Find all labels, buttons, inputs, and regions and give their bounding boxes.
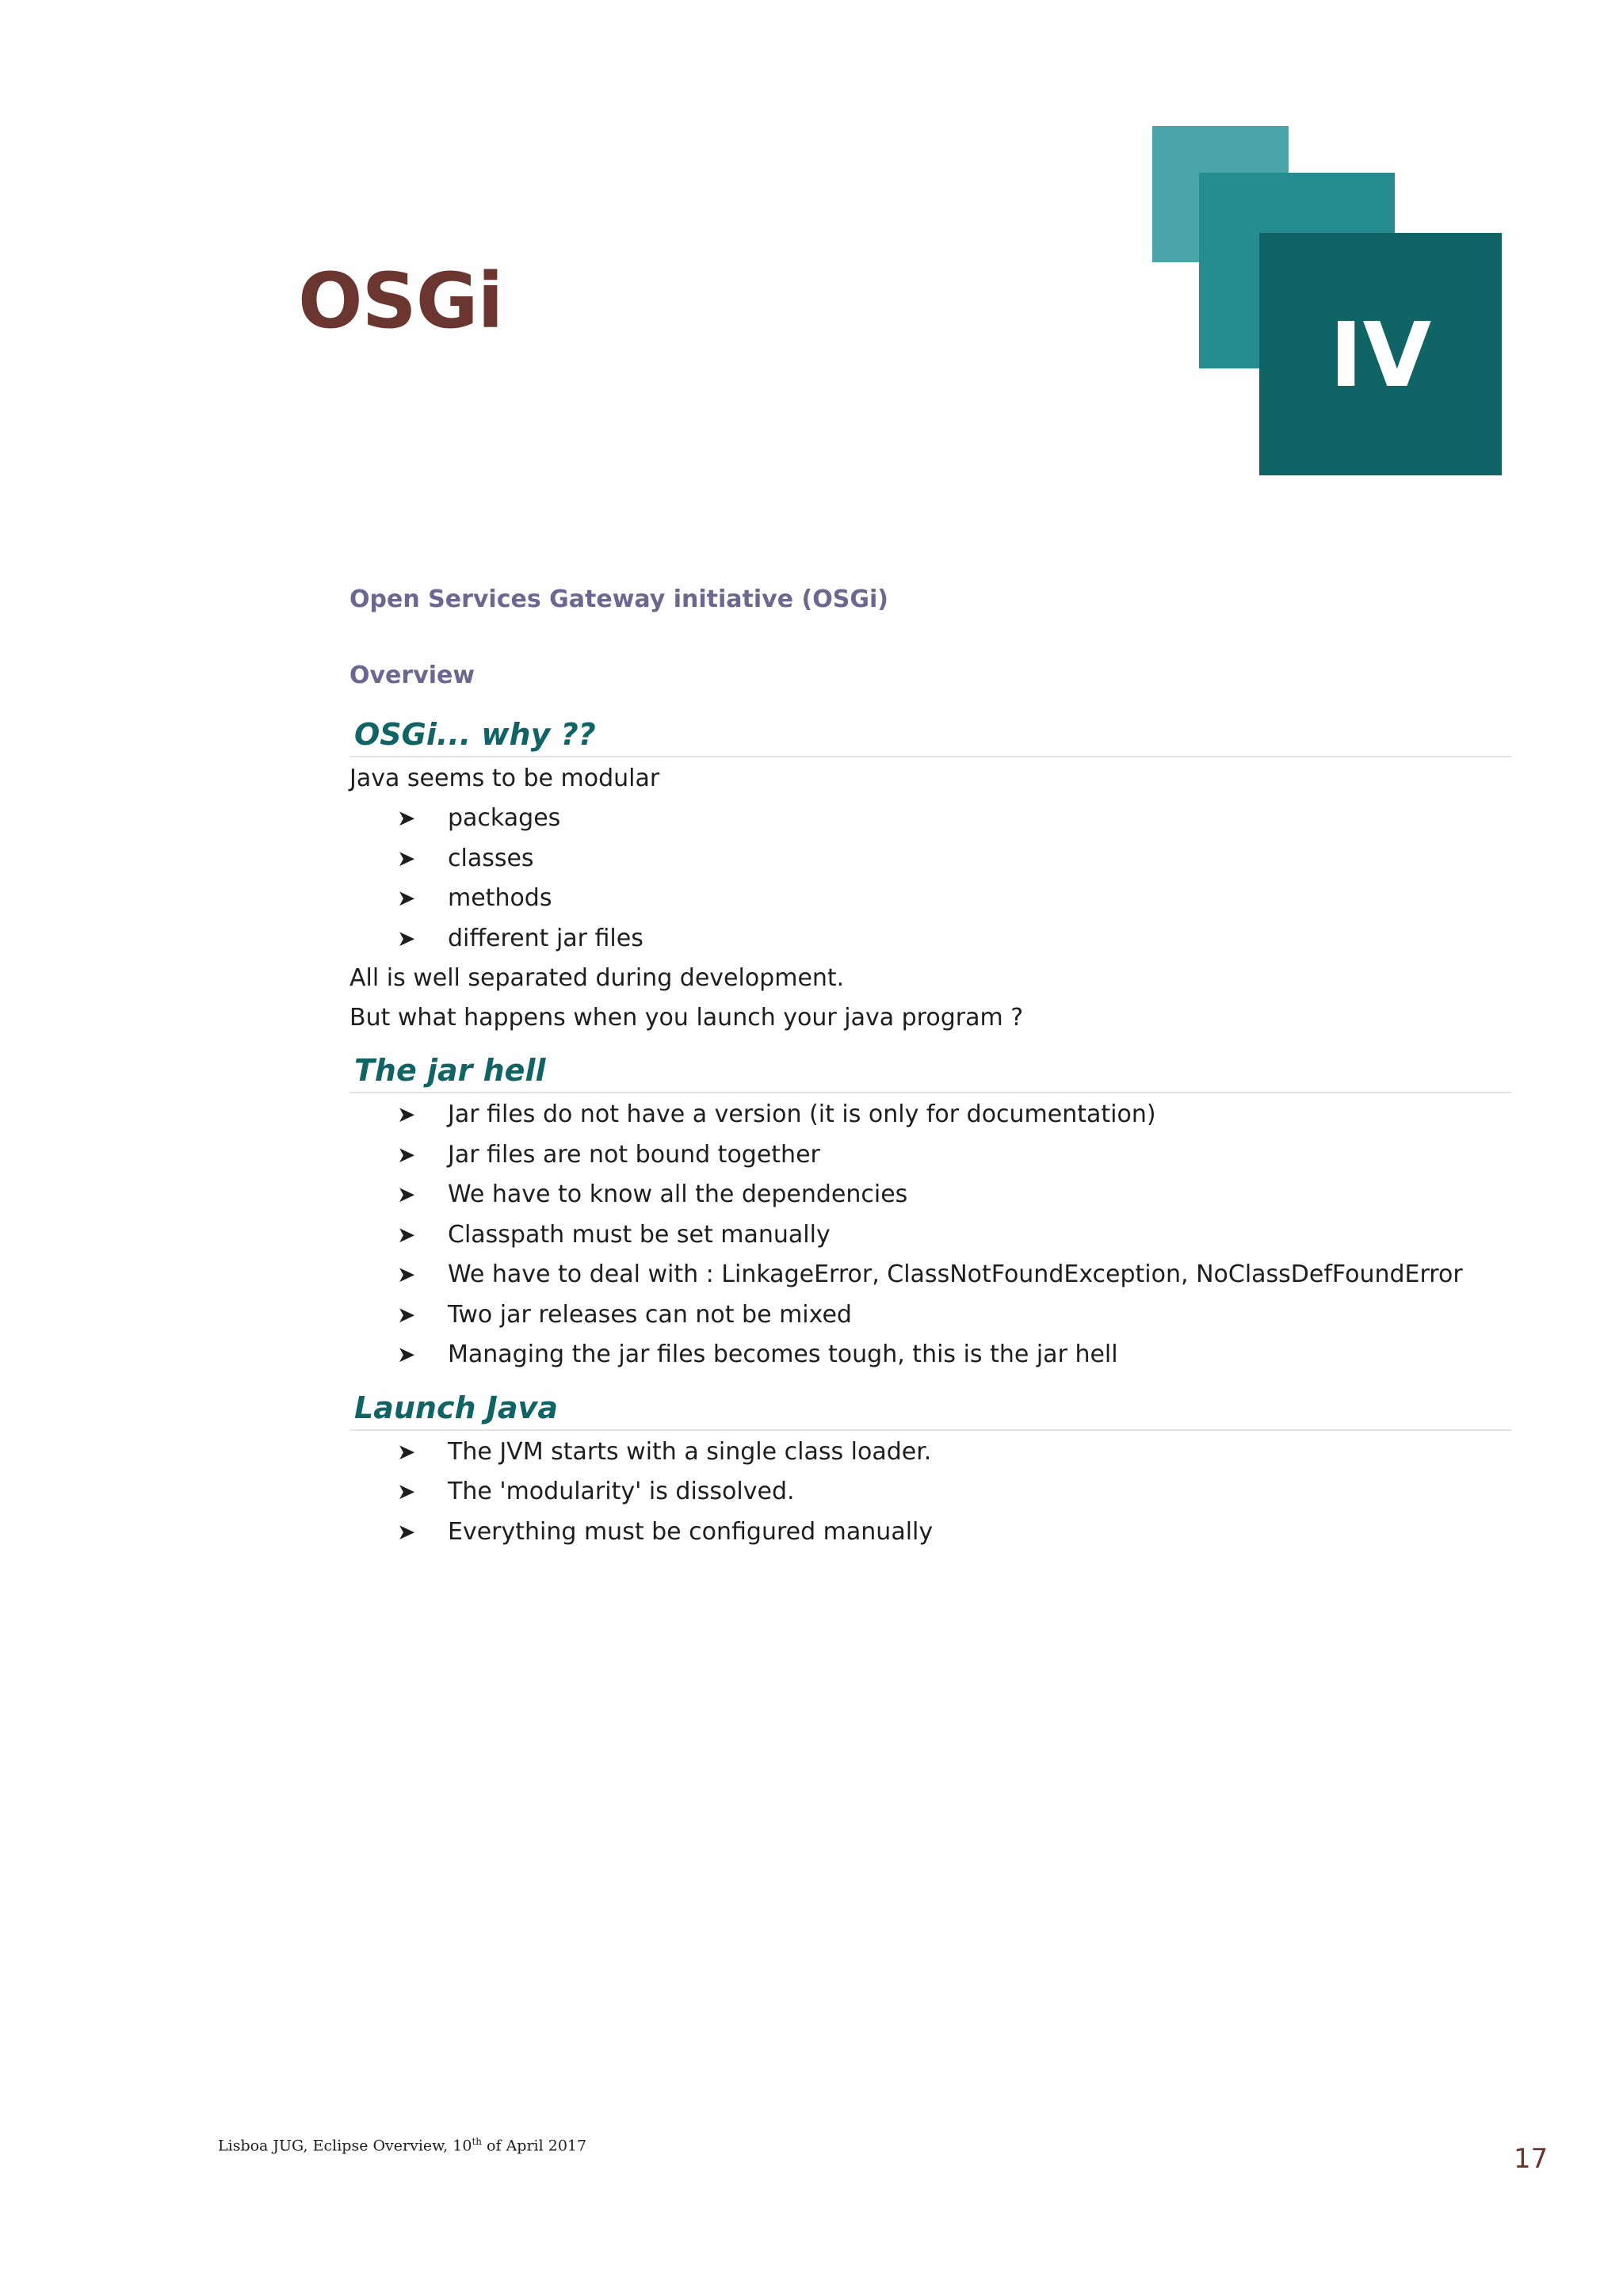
arrowhead-bullet-icon: ➤ [397,1438,416,1465]
arrowhead-bullet-icon: ➤ [397,1141,416,1168]
arrowhead-bullet-icon: ➤ [397,1301,416,1328]
arrowhead-bullet-icon: ➤ [397,925,416,952]
section-divider [349,1429,1511,1431]
list-item [397,1215,1511,1256]
list-item-text: We have to deal with : LinkageError, ClassNotFoundException, NoClassDefFoundError [448,1261,1463,1288]
list-item [397,1512,1511,1553]
footer-text [218,2136,586,2154]
list-item-text: We have to know all the dependencies [448,1180,908,1208]
list-item [397,1175,1511,1215]
arrowhead-bullet-icon: ➤ [397,1181,416,1207]
chapter-title: OSGi [298,257,503,345]
list-item [397,1295,1511,1336]
footer-prefix: Lisboa JUG, Eclipse Overview, 10 [218,2137,472,2155]
arrowhead-bullet-icon: ➤ [397,1478,416,1505]
main-content [349,713,1511,1552]
section-label: Overview [349,662,475,689]
arrowhead-bullet-icon: ➤ [397,1518,416,1545]
footer-suffix: of April 2017 [482,2137,587,2155]
bullet-list-jar-hell [349,1095,1511,1375]
list-item [397,1335,1511,1375]
list-item-text: Managing the jar files becomes tough, this is the jar hell [448,1341,1118,1368]
section-heading-launch-java: Launch Java [354,1390,558,1425]
arrowhead-bullet-icon: ➤ [397,1261,416,1287]
spacer [349,1038,1511,1049]
paragraph: But what happens when you launch your java program ? [349,1004,1024,1032]
arrowhead-bullet-icon: ➤ [397,1341,416,1367]
arrowhead-bullet-icon: ➤ [397,1101,416,1127]
list-item-text: classes [448,844,534,872]
bullet-list-launch-java [349,1432,1511,1553]
section-divider [349,756,1511,757]
list-item-text: packages [448,804,561,832]
list-item-text: Jar files are not bound together [448,1140,820,1169]
list-item [397,839,1511,879]
section-heading-why: OSGi... why ?? [354,717,596,752]
list-item [397,1432,1511,1473]
document-title: Open Services Gateway initiative (OSGi) [349,585,888,613]
list-item-text: The JVM starts with a single class loader. [448,1437,932,1466]
list-item-text: Jar files do not have a version (it is only for documentation) [448,1100,1156,1128]
list-item [397,1472,1511,1512]
list-item [397,1255,1511,1295]
list-item-text: The 'modularity' is dissolved. [448,1478,795,1505]
paragraph: All is well separated during development. [349,964,845,992]
list-item-text: different jar files [448,924,643,952]
footer-superscript: th [472,2136,483,2147]
spacer [349,1375,1511,1386]
list-item [397,1095,1511,1135]
bullet-list-modular [349,799,1511,959]
arrowhead-bullet-icon: ➤ [397,1221,416,1248]
list-item [397,919,1511,959]
arrowhead-bullet-icon: ➤ [397,885,416,911]
list-item-text: methods [448,884,552,912]
list-item-text: Two jar releases can not be mixed [448,1300,852,1329]
list-item-text: Classpath must be set manually [448,1220,831,1249]
section-divider [349,1092,1511,1093]
list-item [397,879,1511,919]
section-heading-jar-hell: The jar hell [354,1053,546,1088]
page-number: 17 [1514,2143,1549,2175]
chapter-numeral: IV [1329,304,1432,407]
paragraph: Java seems to be modular [349,765,660,792]
arrowhead-bullet-icon: ➤ [397,845,416,871]
arrowhead-bullet-icon: ➤ [397,805,416,831]
list-item [397,1135,1511,1176]
list-item [397,799,1511,839]
list-item-text: Everything must be configured manually [448,1517,934,1546]
